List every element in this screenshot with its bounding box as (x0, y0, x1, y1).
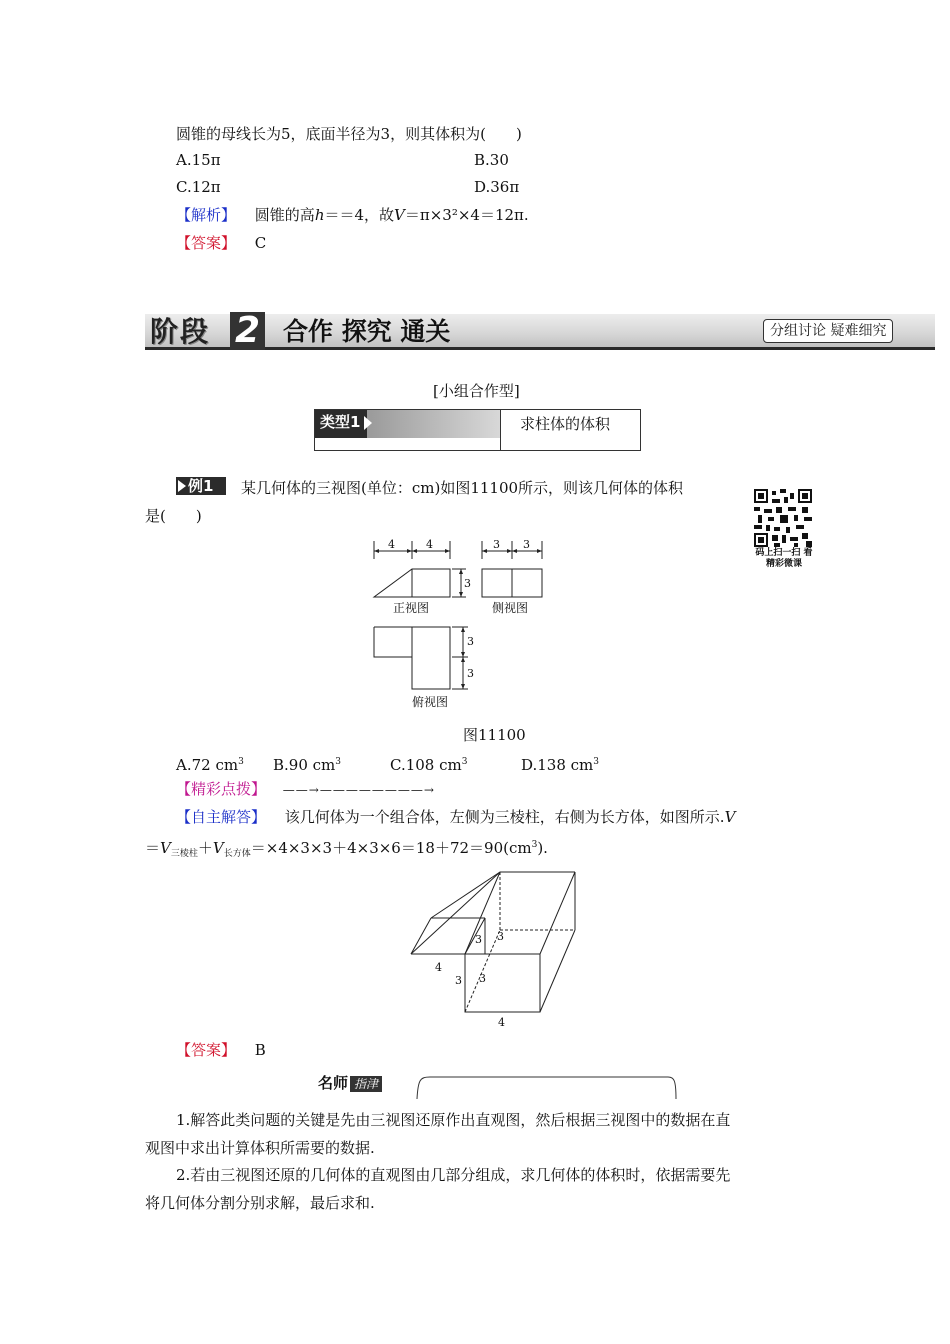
analysis-line (176, 205, 529, 225)
dim-front-left: 4 (388, 538, 395, 551)
type-label: 类型1 (320, 413, 361, 431)
solution-text1: 该几何体为一个组合体，左侧为三棱柱，右侧为长方体，如图所示. (284, 808, 725, 826)
solid-dim-d: 3 (455, 974, 462, 987)
example-stem-line2: 是( ) (145, 507, 202, 525)
group-type-heading: [小组合作型] (433, 382, 520, 400)
solid-dim-e: 3 (479, 972, 486, 985)
analysis-mid: ＝＝4，故 (324, 206, 395, 224)
stage-word: 阶段 (150, 315, 211, 348)
three-view-figure (360, 535, 560, 715)
top-view-label: 俯视图 (412, 695, 449, 709)
tip1-line1: 1.解答此类问题的关键是先由三视图还原作出直观图，然后根据三视图中的数据在直 (176, 1111, 731, 1129)
side-view-label: 侧视图 (492, 601, 529, 615)
stage-tag: 分组讨论 疑难细究 (763, 319, 893, 343)
example-option-a: A.72 $cm^3$ (176, 756, 244, 774)
solid-figure (405, 866, 590, 1026)
example-answer-value: B (254, 1041, 266, 1059)
teacher-tips-header (318, 1073, 382, 1093)
example-option-b: B.90 $cm^3$ (273, 756, 342, 774)
type-arrow-icon (364, 416, 372, 430)
question-stem: 圆锥的母线长为5，底面半径为3，则其体积为( ) (176, 125, 522, 143)
dim-side-left: 3 (493, 538, 500, 551)
option-d: D.36π (474, 178, 520, 196)
teacher-pill: 指津 (350, 1076, 382, 1092)
solution-line2: $=V_{三棱柱}+V_{长方体}=\times 4\times 3\times 3+4\times 3\times 6=18+72=90(cm^3)$. (145, 839, 548, 859)
analysis-end: ＝π×3²×4＝12π. (404, 206, 529, 224)
tip2-line1: 2.若由三视图还原的几何体的直观图由几部分组成，求几何体的体积时，依据需要先 (176, 1166, 731, 1184)
front-view-label: 正视图 (393, 601, 430, 615)
teacher-frame (416, 1074, 678, 1100)
example-answer-line (176, 1040, 266, 1060)
answer-tag: 【答案】 (176, 234, 237, 252)
stage-number: 2 (230, 312, 265, 350)
hint-tag: 【精彩点拨】 (176, 780, 267, 798)
example-label: 例1 (188, 477, 214, 495)
dim-top-upper: 3 (467, 635, 474, 648)
analysis-v: V (394, 206, 405, 224)
qr-code-icon[interactable] (754, 489, 812, 547)
option-b: B.30 (474, 151, 509, 169)
example-stem-line1: 某几何体的三视图(单位：cm)如图11100所示，则该几何体的体积 (241, 479, 684, 497)
example-option-d: D.138 $cm^3$ (521, 756, 600, 774)
option-c: C.12π (176, 178, 221, 196)
teacher-word: 名师 (318, 1074, 349, 1092)
solution-line1: 【自主解答】 该几何体为一个组合体，左侧为三棱柱，右侧为长方体，如图所示.V (176, 808, 736, 826)
analysis-text: 圆锥的高 (254, 206, 315, 224)
example-arrow-icon (178, 480, 186, 492)
answer-line (176, 233, 266, 253)
figure-caption: 图11100 (463, 726, 526, 744)
analysis-tag: 【解析】 (176, 206, 237, 224)
qr-caption: 码上扫一扫 看精彩微课 (755, 548, 813, 569)
option-a: A.15π (176, 151, 221, 169)
example-option-c: C.108 $cm^3$ (390, 756, 468, 774)
tip1-line2: 观图中求出计算体积所需要的数据. (145, 1139, 375, 1157)
dim-side-right: 3 (523, 538, 530, 551)
solid-dim-f: 4 (498, 1016, 505, 1026)
type-title: 求柱体的体积 (520, 415, 611, 433)
tip2-line2: 将几何体分割分别求解，最后求和. (145, 1194, 375, 1212)
stage-title: 合作 探究 通关 (283, 317, 451, 346)
dim-front-height: 3 (464, 577, 471, 590)
dim-top-lower: 3 (467, 667, 474, 680)
solution-tag: 【自主解答】 (176, 808, 267, 826)
hint-line (176, 779, 435, 800)
example-answer-tag: 【答案】 (176, 1041, 237, 1059)
solid-dim-c: 4 (435, 961, 442, 974)
solid-dim-b: 3 (497, 930, 504, 943)
analysis-h: h (314, 206, 325, 224)
answer-value: C (254, 234, 267, 252)
dim-front-right: 4 (426, 538, 433, 551)
hint-arrows: ——→————————→ (282, 783, 435, 797)
solid-dim-a: 3 (475, 933, 482, 946)
